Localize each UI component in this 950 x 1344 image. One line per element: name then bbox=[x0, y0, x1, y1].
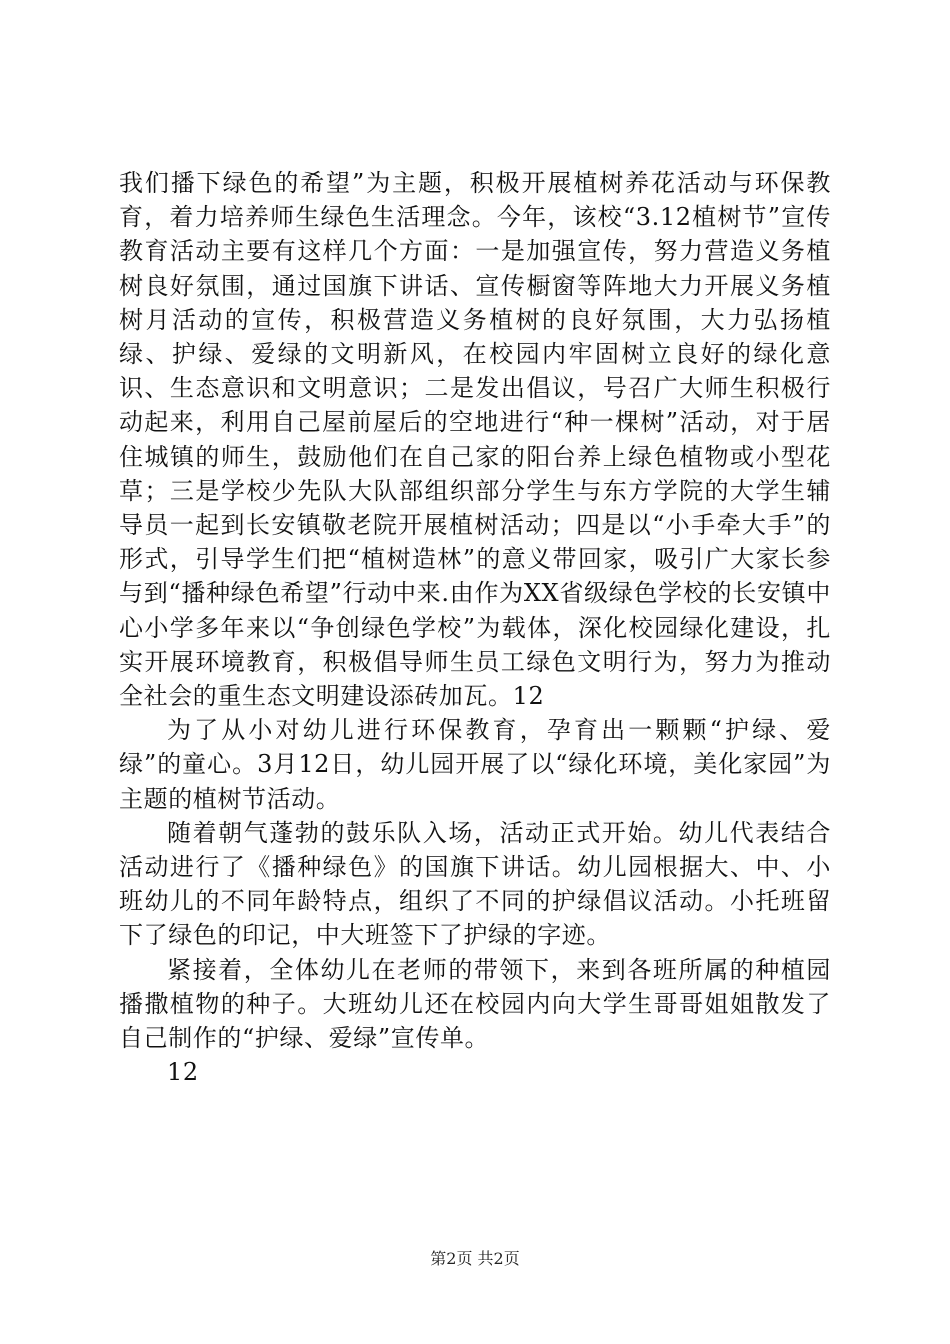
page-footer: 第2页 共2页 bbox=[430, 1249, 520, 1268]
paragraph-3: 随着朝气蓬勃的鼓乐队入场，活动正式开始。幼儿代表结合活动进行了《播种绿色》的国旗下讲话。幼儿园根据大、中、小班幼儿的不同年龄特点，组织了不同的护绿倡议活动。小托班留下了绿色的印记，中大班签下了护绿的字迹。 bbox=[119, 818, 831, 950]
paragraph-5: 12 bbox=[167, 1058, 199, 1087]
paragraph-4: 紧接着，全体幼儿在老师的带领下，来到各班所属的种植园播撒植物的种子。大班幼儿还在校园内向大学生哥哥姐姐散发了自己制作的“护绿、爱绿”宣传单。 bbox=[119, 955, 831, 1053]
document-body bbox=[119, 166, 831, 1089]
paragraph-2: 为了从小对幼儿进行环保教育，孕育出一颗颗“护绿、爱绿”的童心。3月12日，幼儿园开展了以“绿化环境，美化家园”为主题的植树节活动。 bbox=[119, 716, 831, 813]
paragraph-1: 我们播下绿色的希望”为主题，积极开展植树养花活动与环保教育，着力培养师生绿色生活理念。今年，该校“3.12植树节”宣传教育活动主要有这样几个方面：一是加强宣传，努力营造义务植树良好氛围，通过国旗下讲话、宣传橱窗等阵地大力开展义务植树月活动的宣传，积极营造义务植树的良好氛围，大力弘扬植绿、护绿、爱绿的文明新风，在校园内牢固树立良好的绿化意识、生态意识和文明意识；二是发出倡议，号召广大师生积极行动起来，利用自己屋前屋后的空地进行“种一棵树”活动，对于居住城镇的师生，鼓励他们在自己家的阳台养上绿色植物或小型花草；三是学校少先队大队部组织部分学生与东方学院的大学生辅导员一起到长安镇敬老院开展植树活动；四是以“小手牵大手”的形式，引导学生们把“植树造林”的意义带回家，吸引广大家长参与到“播种绿色希望”行动中来.由作为XX省级绿色学校的长安镇中心小学多年来以“争创绿色学校”为载体，深化校园绿化建设，扎实开展环境教育，积极倡导师生员工绿色文明行为，努力为推动全社会的重生态文明建设添砖加瓦。12 bbox=[119, 169, 831, 711]
